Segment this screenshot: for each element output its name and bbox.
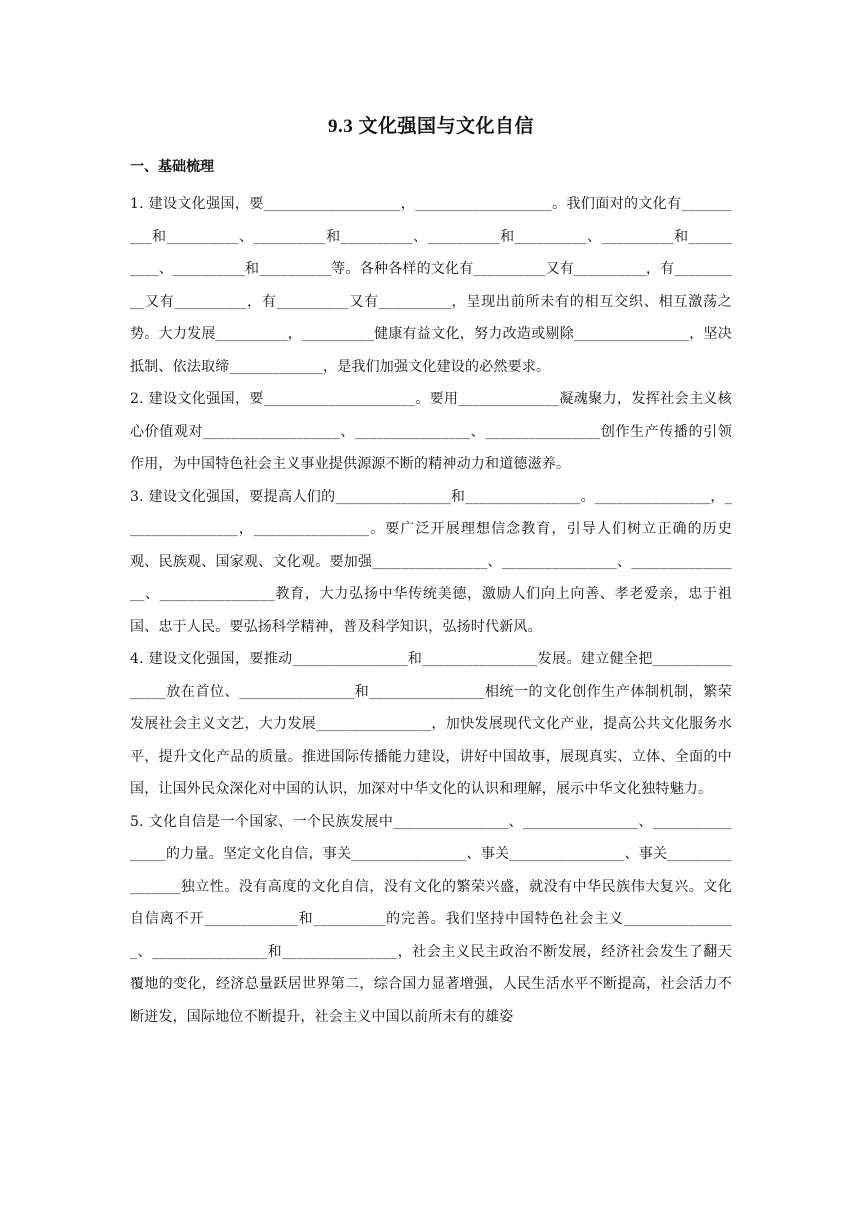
paragraph-3: 3. 建设文化强国，要提高人们的________________和________________。________________，________________，________________。要广泛开展理想信念教育，引导人们树立正确的历史观、民族观、国家观、文化观。要加强________________、________________、________________、________________教育，大力弘扬中华传统美德，激励人们向上向善、孝老爱亲，忠于祖国、忠于人民。要弘扬科学精神，普及科学知识，弘扬时代新风。	[130, 488, 732, 635]
document-body	[130, 112, 732, 1033]
section-heading: 一、基础梳理	[130, 159, 214, 175]
paragraph-1: 1. 建设文化强国，要___________________，___________________。我们面对的文化有__________和__________、__________和__________、__________和__________、__________和__________、__________和__________等。各种各样的文化有__________又有__________，有__________又有__________，有__________又有__________，呈现出前所未有的相互交织、相互激荡之势。大力发展__________，__________健康有益文化，努力改造或剔除________________，坚决抵制、依法取缔_____________，是我们加强文化建设的必然要求。	[130, 196, 732, 375]
paragraph-4: 4. 建设文化强国，要推动________________和________________发展。建立健全把________________放在首位、________________和________________相统一的文化创作生产体制机制，繁荣发展社会主义文艺，大力发展________________，加快发展现代文化产业，提高公共文化服务水平，提升文化产品的质量。推进国际传播能力建设，讲好中国故事，展现真实、立体、全面的中国，让国外民众深化对中国的认识，加深对中华文化的认识和理解，展示中华文化独特魅力。	[130, 651, 732, 797]
paragraph-2: 2. 建设文化强国，要_____________________。要用______________凝魂聚力，发挥社会主义核心价值观对___________________、________________、________________创作生产传播的引领作用，为中国特色社会主义事业提供源源不断的精神动力和道德滋养。	[130, 391, 732, 472]
document-title: 9.3 文化强国与文化自信	[327, 116, 534, 137]
paragraph-5: 5. 文化自信是一个国家、一个民族发展中________________、________________、________________的力量。坚定文化自信，事关________________、事关________________、事关________________独立性。没有高度的文化自信，没有文化的繁荣兴盛，就没有中华民族伟大复兴。文化自信离不开_____________和__________的完善。我们坚持中国特色社会主义________________、________________和________________，社会主义民主政治不断发展，经济社会发生了翻天覆地的变化，经济总量跃居世界第二，综合国力显著增强，人民生活水平不断提高，社会活力不断迸发，国际地位不断提升，社会主义中国以前所未有的雄姿	[130, 813, 732, 1025]
